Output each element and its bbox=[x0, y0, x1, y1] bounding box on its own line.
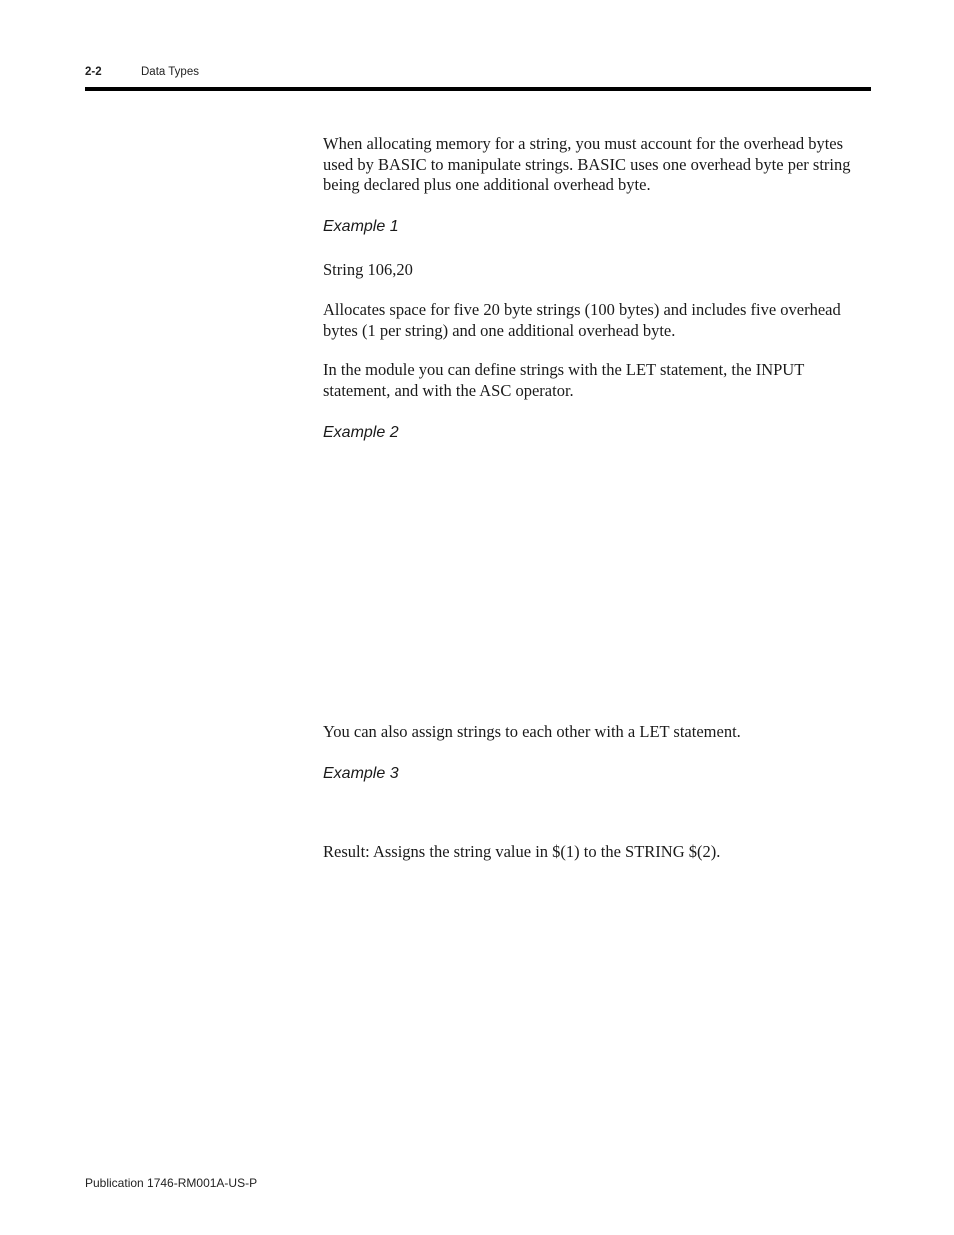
paragraph-allocation: Allocates space for five 20 byte strings (100 bytes) and includes five overhead bytes (1 per string) and one additional overhead byte. bbox=[323, 300, 841, 340]
example-2-label: Example 2 bbox=[323, 424, 399, 441]
example-1-code: String 106,20 bbox=[323, 260, 413, 279]
result-text: Result: Assigns the string value in $(1) to the STRING $(2). bbox=[323, 842, 721, 861]
page-header bbox=[85, 66, 199, 78]
page-number: 2-2 bbox=[85, 66, 102, 78]
paragraph-define-strings: In the module you can define strings with the LET statement, the INPUT statement, and with the ASC operator. bbox=[323, 360, 804, 400]
header-rule bbox=[85, 87, 871, 91]
paragraph-assign-strings: You can also assign strings to each other with a LET statement. bbox=[323, 722, 741, 741]
publication-footer: Publication 1746-RM001A-US-P bbox=[85, 1176, 258, 1190]
paragraph-string-overhead: When allocating memory for a string, you must account for the overhead bytes used by BASIC to manipulate strings. BASIC uses one overhead byte per string being declared plus one additional overhead byte. bbox=[323, 134, 851, 194]
example-3-label: Example 3 bbox=[323, 765, 399, 782]
section-title: Data Types bbox=[141, 66, 199, 78]
example-1-label: Example 1 bbox=[323, 218, 399, 235]
